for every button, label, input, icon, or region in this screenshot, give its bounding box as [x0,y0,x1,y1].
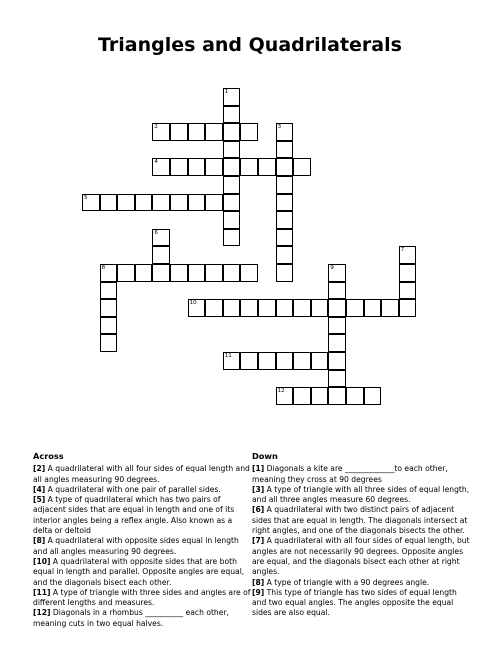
clue-text: A quadrilateral with opposite sides that are both equal in length and parallel. Opposite angles are equal, and the diagonals bisect each other. [33,556,245,587]
crossword-cell[interactable] [117,194,135,212]
clue-text: A quadrilateral with one pair of parallel sides. [45,484,221,494]
crossword-cell[interactable] [276,387,294,405]
crossword-cell[interactable] [152,229,170,247]
down-clue [252,464,470,485]
down-clues [252,451,470,619]
crossword-cell[interactable] [170,158,188,176]
crossword-cell[interactable] [311,387,329,405]
crossword-cell[interactable] [258,299,276,317]
crossword-cell[interactable] [223,211,241,229]
crossword-cell[interactable] [240,299,258,317]
crossword-cell[interactable] [170,194,188,212]
crossword-cell[interactable] [223,141,241,159]
crossword-cell[interactable] [223,176,241,194]
crossword-cell[interactable] [100,334,118,352]
crossword-cell[interactable] [223,158,241,176]
crossword-cell[interactable] [188,264,206,282]
crossword-cell[interactable] [205,158,223,176]
crossword-cell[interactable] [240,123,258,141]
crossword-cell[interactable] [223,194,241,212]
crossword-cell[interactable] [152,194,170,212]
crossword-cell[interactable] [276,352,294,370]
crossword-cell[interactable] [399,299,417,317]
crossword-cell[interactable] [188,123,206,141]
crossword-cell[interactable] [364,387,382,405]
crossword-cell[interactable] [311,299,329,317]
across-clue [33,536,251,557]
clue-number: [8] [33,536,46,546]
crossword-cell[interactable] [223,264,241,282]
clue-number: [7] [252,536,265,546]
crossword-cell[interactable] [276,211,294,229]
down-clue [252,588,470,619]
cell-number: 4 [154,159,158,166]
clue-number: [8] [252,577,265,587]
clue-text: A type of triangle with all three sides of equal length, and all three angles measure 60 degrees. [252,484,470,505]
crossword-cell[interactable] [100,194,118,212]
down-clue [252,578,470,588]
crossword-cell[interactable] [223,299,241,317]
crossword-cell[interactable] [346,299,364,317]
crossword-cell[interactable] [328,282,346,300]
crossword-cell[interactable] [240,352,258,370]
crossword-cell[interactable] [188,299,206,317]
crossword-cell[interactable] [258,352,276,370]
crossword-cell[interactable] [170,123,188,141]
clue-text: A quadrilateral with all four sides of equal length, but angles are not necessarily 90 degrees. Opposite angles are equal, and the diagonals bisect each other at right angles. [252,536,470,577]
crossword-cell[interactable] [117,264,135,282]
across-clue [33,588,251,609]
down-clue [252,485,470,506]
clue-number: [11] [33,587,51,597]
crossword-cell[interactable] [328,387,346,405]
crossword-cell[interactable] [311,352,329,370]
clue-number: [1] [252,464,265,474]
crossword-cell[interactable] [135,194,153,212]
crossword-cell[interactable] [240,158,258,176]
across-clue [33,608,251,629]
crossword-cell[interactable] [100,264,118,282]
across-clue [33,557,251,588]
crossword-cell[interactable] [188,158,206,176]
down-clue [252,505,470,536]
crossword-cell[interactable] [328,317,346,335]
crossword-cell[interactable] [152,264,170,282]
crossword-cell[interactable] [223,88,241,106]
crossword-cell[interactable] [152,123,170,141]
crossword-cell[interactable] [328,334,346,352]
clue-number: [6] [252,505,265,515]
crossword-cell[interactable] [328,299,346,317]
crossword-cell[interactable] [328,264,346,282]
crossword-cell[interactable] [276,264,294,282]
clue-text: Diagonals a kite are _____________to each other, meaning they cross at 90 degrees [252,464,448,484]
crossword-cell[interactable] [364,299,382,317]
clue-text: A quadrilateral with all four sides of equal length and all angles measuring 90 degrees. [33,464,250,484]
crossword-cell[interactable] [293,158,311,176]
crossword-cell[interactable] [276,176,294,194]
clue-text: This type of triangle has two sides of equal length and two equal angles. The angles opposite the equal sides are also equal. [252,587,457,618]
crossword-cell[interactable] [100,299,118,317]
crossword-cell[interactable] [152,246,170,264]
crossword-cell[interactable] [276,123,294,141]
clue-text: Diagonals in a rhombus __________ each other, meaning cuts in two equal halves. [33,608,229,628]
crossword-cell[interactable] [328,370,346,388]
crossword-cell[interactable] [223,229,241,247]
clue-number: [4] [33,484,46,494]
cell-number: 1 [224,89,229,95]
clue-number: [5] [33,495,46,505]
clue-text: A quadrilateral with opposite sides equal in length and all angles measuring 90 degrees. [33,536,239,556]
crossword-cell[interactable] [399,246,417,264]
cell-number: 6 [154,229,158,236]
cell-number: 9 [330,265,334,271]
crossword-cell[interactable] [205,123,223,141]
down-heading: Down [252,451,278,461]
cell-number: 11 [224,353,232,359]
crossword-cell[interactable] [152,158,170,176]
crossword-cell[interactable] [276,194,294,212]
clue-number: [10] [33,556,51,566]
cell-number: 10 [189,300,197,307]
crossword-cell[interactable] [100,317,118,335]
crossword-cell[interactable] [276,246,294,264]
crossword-cell[interactable] [135,264,153,282]
cell-number: 2 [154,124,158,131]
clue-number: [9] [252,587,265,597]
crossword-cell[interactable] [205,194,223,212]
crossword-cell[interactable] [205,299,223,317]
cell-number: 8 [101,265,106,271]
cell-number: 5 [84,194,88,201]
crossword-cell[interactable] [100,282,118,300]
crossword-cell[interactable] [276,158,294,176]
cell-number: 3 [277,124,282,131]
crossword-cell[interactable] [346,387,364,405]
clue-number: [2] [33,464,46,474]
cell-number: 7 [400,247,405,254]
crossword-cell[interactable] [223,106,241,124]
puzzle-title: Triangles and Quadrilaterals [98,34,402,56]
crossword-cell[interactable] [276,229,294,247]
crossword-cell[interactable] [170,264,188,282]
crossword-cell[interactable] [188,194,206,212]
crossword-cell[interactable] [276,141,294,159]
crossword-cell[interactable] [223,352,241,370]
crossword-cell[interactable] [293,299,311,317]
across-clues [33,451,251,629]
across-clue [33,495,251,536]
across-heading: Across [33,451,64,461]
crossword-cell[interactable] [223,123,241,141]
across-clue [33,485,251,495]
crossword-cell[interactable] [293,387,311,405]
clue-text: A type of triangle with three sides and angles are of different lengths and measures. [33,587,251,608]
cell-number: 12 [277,388,285,395]
crossword-cell[interactable] [381,299,399,317]
crossword-cell[interactable] [205,264,223,282]
clue-number: [12] [33,608,51,618]
down-clue [252,536,470,577]
crossword-cell[interactable] [328,352,346,370]
crossword-cell[interactable] [399,264,417,282]
crossword-cell[interactable] [258,158,276,176]
crossword-cell[interactable] [276,299,294,317]
crossword-cell[interactable] [240,264,258,282]
clue-text: A type of quadrilateral which has two pairs of adjacent sides that are equal in length and one of its interior angles being a reflex angle. Also known as a delta or deltoid [33,495,235,536]
crossword-cell[interactable] [399,282,417,300]
across-clue [33,464,251,485]
clue-number: [3] [252,484,265,494]
crossword-cell[interactable] [82,194,100,212]
crossword-cell[interactable] [293,352,311,370]
clue-text: A quadrilateral with two distinct pairs of adjacent sides that are equal in length. The diagonals intersect at right angles, and one of the diagonals bisects the other. [252,505,468,536]
clue-text: A type of triangle with a 90 degrees angle. [264,577,430,587]
